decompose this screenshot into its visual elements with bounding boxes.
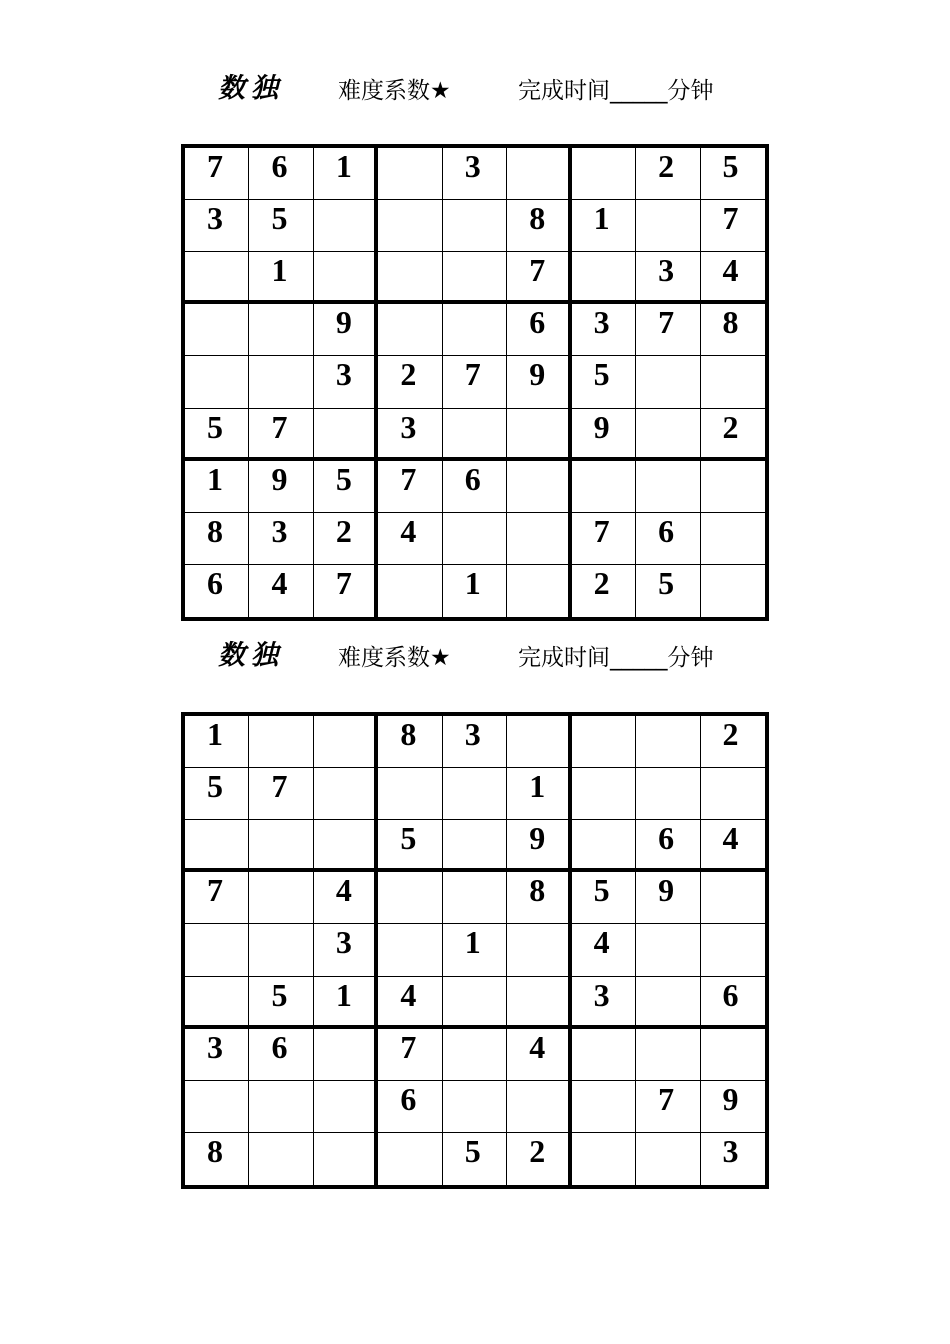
cell-digit: 1 — [464, 564, 481, 601]
sudoku-cell[interactable] — [185, 1133, 249, 1185]
sudoku-cell[interactable] — [378, 252, 442, 304]
sudoku-cell[interactable] — [185, 977, 249, 1029]
cell-digit: 3 — [464, 148, 481, 184]
sudoku-cell[interactable] — [701, 768, 765, 820]
sudoku-cell[interactable] — [314, 513, 378, 565]
sudoku-cell[interactable] — [701, 977, 765, 1029]
cell-digit: 9 — [529, 820, 546, 857]
cell-digit: 2 — [658, 148, 675, 184]
cell-digit: 5 — [335, 460, 352, 497]
sudoku-cell[interactable] — [701, 716, 765, 768]
sudoku-cell[interactable] — [185, 1081, 249, 1133]
sudoku-cell[interactable] — [378, 924, 442, 976]
cell-digit: 8 — [207, 1132, 223, 1169]
sudoku-cell[interactable] — [701, 304, 765, 356]
sudoku-cell[interactable] — [701, 409, 765, 461]
sudoku-cell[interactable] — [378, 872, 442, 924]
sudoku-cell[interactable] — [443, 513, 507, 565]
sudoku-cell[interactable] — [636, 461, 700, 513]
cell-digit: 5 — [722, 148, 739, 184]
cell-digit: 6 — [271, 1028, 288, 1065]
sudoku-cell[interactable] — [701, 820, 765, 872]
sudoku-cell[interactable] — [636, 1133, 700, 1185]
sudoku-cell[interactable] — [185, 872, 249, 924]
cell-digit: 5 — [464, 1132, 481, 1169]
cell-digit: 7 — [658, 304, 675, 341]
sudoku-cell[interactable] — [636, 304, 700, 356]
puzzle-header — [0, 631, 950, 691]
sudoku-cell[interactable] — [636, 148, 700, 200]
sudoku-cell[interactable] — [572, 200, 636, 252]
cell-digit: 3 — [271, 512, 288, 549]
cell-digit: 5 — [593, 356, 610, 393]
sudoku-cell[interactable] — [378, 356, 442, 408]
cell-digit: 8 — [529, 872, 546, 909]
sudoku-cell[interactable] — [636, 513, 700, 565]
cell-digit: 9 — [335, 304, 352, 341]
cell-digit: 5 — [400, 820, 417, 857]
sudoku-cell[interactable] — [701, 513, 765, 565]
sudoku-cell[interactable] — [507, 1133, 571, 1185]
sudoku-cell[interactable] — [636, 565, 700, 617]
cell-digit: 7 — [207, 148, 223, 184]
cell-digit: 7 — [400, 1028, 417, 1065]
sudoku-cell[interactable] — [314, 1133, 378, 1185]
cell-digit: 2 — [593, 564, 610, 601]
sudoku-cell[interactable] — [572, 768, 636, 820]
sudoku-cell[interactable] — [443, 820, 507, 872]
sudoku-cell[interactable] — [572, 1081, 636, 1133]
sudoku-cell[interactable] — [314, 716, 378, 768]
sudoku-cell[interactable] — [378, 200, 442, 252]
sudoku-cell[interactable] — [636, 356, 700, 408]
sudoku-cell[interactable] — [314, 1081, 378, 1133]
sudoku-cell[interactable] — [572, 252, 636, 304]
cell-digit: 3 — [593, 976, 610, 1013]
sudoku-cell[interactable] — [701, 461, 765, 513]
sudoku-cell[interactable] — [378, 1029, 442, 1081]
sudoku-cell[interactable] — [314, 409, 378, 461]
sudoku-cell[interactable] — [443, 409, 507, 461]
sudoku-cell[interactable] — [185, 820, 249, 872]
sudoku-cell[interactable] — [314, 820, 378, 872]
sudoku-cell[interactable] — [507, 565, 571, 617]
sudoku-cell[interactable] — [572, 513, 636, 565]
sudoku-cell[interactable] — [507, 1081, 571, 1133]
cell-digit: 6 — [400, 1080, 417, 1117]
puzzle-title: 数独 — [218, 73, 284, 104]
sudoku-cell[interactable] — [249, 200, 313, 252]
sudoku-cell[interactable] — [572, 565, 636, 617]
sudoku-cell[interactable] — [443, 1081, 507, 1133]
sudoku-grid — [181, 144, 769, 621]
sudoku-cell[interactable] — [443, 1133, 507, 1185]
sudoku-cell[interactable] — [185, 565, 249, 617]
sudoku-cell[interactable] — [701, 565, 765, 617]
cell-digit: 4 — [722, 252, 739, 289]
cell-digit: 9 — [658, 872, 675, 909]
sudoku-cell[interactable] — [701, 148, 765, 200]
cell-digit: 4 — [722, 820, 739, 857]
sudoku-cell[interactable] — [378, 461, 442, 513]
sudoku-cell[interactable] — [378, 565, 442, 617]
sudoku-cell[interactable] — [572, 409, 636, 461]
sudoku-cell[interactable] — [701, 200, 765, 252]
sudoku-cell[interactable] — [572, 304, 636, 356]
sudoku-cell[interactable] — [507, 977, 571, 1029]
sudoku-cell[interactable] — [378, 148, 442, 200]
cell-digit: 4 — [400, 512, 417, 549]
sudoku-cell[interactable] — [443, 461, 507, 513]
sudoku-cell[interactable] — [636, 977, 700, 1029]
sudoku-cell[interactable] — [701, 356, 765, 408]
sudoku-cell[interactable] — [378, 820, 442, 872]
sudoku-cell[interactable] — [314, 252, 378, 304]
sudoku-grid — [181, 712, 769, 1189]
sudoku-cell[interactable] — [572, 356, 636, 408]
sudoku-cell[interactable] — [507, 768, 571, 820]
sudoku-cell[interactable] — [636, 252, 700, 304]
sudoku-cell[interactable] — [636, 768, 700, 820]
sudoku-cell[interactable] — [249, 977, 313, 1029]
sudoku-cell[interactable] — [249, 356, 313, 408]
sudoku-cell[interactable] — [249, 1133, 313, 1185]
cell-digit: 4 — [271, 564, 288, 601]
cell-digit: 6 — [658, 820, 675, 857]
cell-digit: 2 — [400, 356, 417, 393]
difficulty-label: 难度系数★ — [338, 78, 451, 104]
cell-digit: 5 — [593, 872, 610, 909]
completion-time-label: 完成时间_____分钟 — [518, 645, 714, 671]
sudoku-cell[interactable] — [701, 1029, 765, 1081]
sudoku-cell[interactable] — [636, 872, 700, 924]
sudoku-cell[interactable] — [636, 1081, 700, 1133]
cell-digit: 7 — [335, 564, 352, 601]
sudoku-cell[interactable] — [507, 356, 571, 408]
sudoku-cell[interactable] — [378, 304, 442, 356]
sudoku-cell[interactable] — [249, 461, 313, 513]
sudoku-cell[interactable] — [378, 513, 442, 565]
sudoku-cell[interactable] — [378, 1133, 442, 1185]
cell-digit: 8 — [400, 716, 417, 752]
sudoku-cell[interactable] — [249, 304, 313, 356]
sudoku-cell[interactable] — [507, 1029, 571, 1081]
sudoku-cell[interactable] — [314, 872, 378, 924]
sudoku-cell[interactable] — [443, 148, 507, 200]
puzzle-title: 数独 — [218, 640, 284, 671]
sudoku-cell[interactable] — [701, 924, 765, 976]
cell-digit: 6 — [207, 564, 223, 601]
sudoku-cell[interactable] — [572, 1133, 636, 1185]
sudoku-cell[interactable] — [507, 148, 571, 200]
cell-digit: 5 — [271, 200, 288, 237]
cell-digit: 2 — [529, 1132, 546, 1169]
cell-digit: 3 — [207, 200, 223, 237]
sudoku-cell[interactable] — [378, 1081, 442, 1133]
cell-digit: 3 — [593, 304, 610, 341]
cell-digit: 4 — [593, 924, 610, 961]
sudoku-cell[interactable] — [378, 768, 442, 820]
sudoku-cell[interactable] — [249, 820, 313, 872]
sudoku-cell[interactable] — [443, 200, 507, 252]
puzzle-header — [0, 64, 950, 124]
cell-digit: 6 — [271, 148, 288, 184]
sudoku-cell[interactable] — [636, 1029, 700, 1081]
cell-digit: 1 — [207, 460, 223, 497]
sudoku-cell[interactable] — [507, 409, 571, 461]
cell-digit: 7 — [593, 512, 610, 549]
cell-digit: 9 — [722, 1080, 739, 1117]
cell-digit: 1 — [207, 716, 223, 752]
sudoku-cell[interactable] — [249, 924, 313, 976]
sudoku-cell[interactable] — [249, 872, 313, 924]
sudoku-cell[interactable] — [314, 977, 378, 1029]
cell-digit: 6 — [722, 976, 739, 1013]
sudoku-cell[interactable] — [443, 252, 507, 304]
sudoku-cell[interactable] — [185, 252, 249, 304]
sudoku-cell[interactable] — [314, 200, 378, 252]
sudoku-cell[interactable] — [636, 409, 700, 461]
cell-digit: 9 — [529, 356, 546, 393]
sudoku-cell[interactable] — [185, 356, 249, 408]
sudoku-cell[interactable] — [185, 768, 249, 820]
cell-digit: 8 — [722, 304, 739, 341]
sudoku-cell[interactable] — [507, 200, 571, 252]
cell-digit: 6 — [529, 304, 546, 341]
sudoku-cell[interactable] — [701, 1133, 765, 1185]
sudoku-cell[interactable] — [701, 252, 765, 304]
sudoku-cell[interactable] — [572, 461, 636, 513]
sudoku-cell[interactable] — [314, 1029, 378, 1081]
cell-digit: 7 — [271, 408, 288, 445]
cell-digit: 7 — [400, 460, 417, 497]
sudoku-cell[interactable] — [314, 461, 378, 513]
sudoku-cell[interactable] — [443, 1029, 507, 1081]
sudoku-cell[interactable] — [249, 513, 313, 565]
sudoku-cell[interactable] — [249, 768, 313, 820]
cell-digit: 5 — [207, 408, 223, 445]
sudoku-cell[interactable] — [443, 565, 507, 617]
sudoku-cell[interactable] — [314, 304, 378, 356]
sudoku-cell[interactable] — [507, 252, 571, 304]
sudoku-cell[interactable] — [314, 148, 378, 200]
cell-digit: 3 — [658, 252, 675, 289]
cell-digit: 4 — [529, 1028, 546, 1065]
sudoku-cell[interactable] — [443, 768, 507, 820]
cell-digit: 3 — [722, 1132, 739, 1169]
cell-digit: 3 — [335, 924, 352, 961]
cell-digit: 1 — [271, 252, 288, 289]
sudoku-cell[interactable] — [507, 461, 571, 513]
cell-digit: 3 — [335, 356, 352, 393]
sudoku-cell[interactable] — [443, 356, 507, 408]
sudoku-cell[interactable] — [378, 716, 442, 768]
sudoku-cell[interactable] — [572, 872, 636, 924]
sudoku-cell[interactable] — [572, 716, 636, 768]
sudoku-cell[interactable] — [636, 716, 700, 768]
cell-digit: 2 — [722, 408, 739, 445]
sudoku-cell[interactable] — [701, 1081, 765, 1133]
cell-digit: 9 — [593, 408, 610, 445]
sudoku-cell[interactable] — [185, 200, 249, 252]
sudoku-cell[interactable] — [249, 716, 313, 768]
sudoku-cell[interactable] — [701, 872, 765, 924]
cell-digit: 2 — [335, 512, 352, 549]
cell-digit: 5 — [658, 564, 675, 601]
sudoku-cell[interactable] — [443, 977, 507, 1029]
sudoku-cell[interactable] — [185, 148, 249, 200]
sudoku-cell[interactable] — [636, 820, 700, 872]
sudoku-cell[interactable] — [249, 565, 313, 617]
cell-digit: 7 — [464, 356, 481, 393]
cell-digit: 6 — [658, 512, 675, 549]
sudoku-cell[interactable] — [507, 716, 571, 768]
sudoku-cell[interactable] — [443, 716, 507, 768]
sudoku-cell[interactable] — [572, 924, 636, 976]
sudoku-cell[interactable] — [249, 148, 313, 200]
sudoku-cell[interactable] — [185, 1029, 249, 1081]
sudoku-cell[interactable] — [572, 1029, 636, 1081]
sudoku-cell[interactable] — [314, 924, 378, 976]
cell-digit: 6 — [464, 460, 481, 497]
sudoku-cell[interactable] — [572, 977, 636, 1029]
sudoku-cell[interactable] — [443, 304, 507, 356]
cell-digit: 3 — [207, 1028, 223, 1065]
sudoku-cell[interactable] — [314, 356, 378, 408]
cell-digit: 7 — [722, 200, 739, 237]
cell-digit: 7 — [658, 1080, 675, 1117]
sudoku-cell[interactable] — [636, 924, 700, 976]
cell-digit: 1 — [529, 768, 546, 805]
sudoku-cell[interactable] — [572, 148, 636, 200]
difficulty-label: 难度系数★ — [338, 645, 451, 671]
sudoku-cell[interactable] — [185, 461, 249, 513]
sudoku-cell[interactable] — [249, 252, 313, 304]
sudoku-cell[interactable] — [507, 924, 571, 976]
cell-digit: 2 — [722, 716, 739, 752]
cell-digit: 1 — [593, 200, 610, 237]
sudoku-cell[interactable] — [507, 304, 571, 356]
sudoku-cell[interactable] — [249, 1081, 313, 1133]
sudoku-cell[interactable] — [249, 1029, 313, 1081]
cell-digit: 3 — [400, 408, 417, 445]
sudoku-cell[interactable] — [507, 513, 571, 565]
sudoku-cell[interactable] — [507, 820, 571, 872]
sudoku-cell[interactable] — [314, 768, 378, 820]
sudoku-cell[interactable] — [185, 409, 249, 461]
sudoku-cell[interactable] — [572, 820, 636, 872]
sudoku-cell[interactable] — [249, 409, 313, 461]
sudoku-cell[interactable] — [443, 872, 507, 924]
sudoku-cell[interactable] — [636, 200, 700, 252]
cell-digit: 5 — [271, 976, 288, 1013]
cell-digit: 4 — [335, 872, 352, 909]
sudoku-cell[interactable] — [185, 924, 249, 976]
cell-digit: 7 — [207, 872, 223, 909]
completion-time-label: 完成时间_____分钟 — [518, 78, 714, 104]
sudoku-cell[interactable] — [185, 304, 249, 356]
cell-digit: 7 — [271, 768, 288, 805]
cell-digit: 4 — [400, 976, 417, 1013]
cell-digit: 1 — [464, 924, 481, 961]
cell-digit: 9 — [271, 460, 288, 497]
cell-digit: 8 — [207, 512, 223, 549]
sudoku-cell[interactable] — [185, 716, 249, 768]
cell-digit: 3 — [464, 716, 481, 752]
sudoku-cell[interactable] — [507, 872, 571, 924]
cell-digit: 5 — [207, 768, 223, 805]
cell-digit: 8 — [529, 200, 546, 237]
sudoku-cell[interactable] — [378, 409, 442, 461]
sudoku-cell[interactable] — [314, 565, 378, 617]
cell-digit: 7 — [529, 252, 546, 289]
cell-digit: 1 — [335, 148, 352, 184]
sudoku-cell[interactable] — [185, 513, 249, 565]
sudoku-cell[interactable] — [443, 924, 507, 976]
sudoku-cell[interactable] — [378, 977, 442, 1029]
cell-digit: 1 — [335, 976, 352, 1013]
